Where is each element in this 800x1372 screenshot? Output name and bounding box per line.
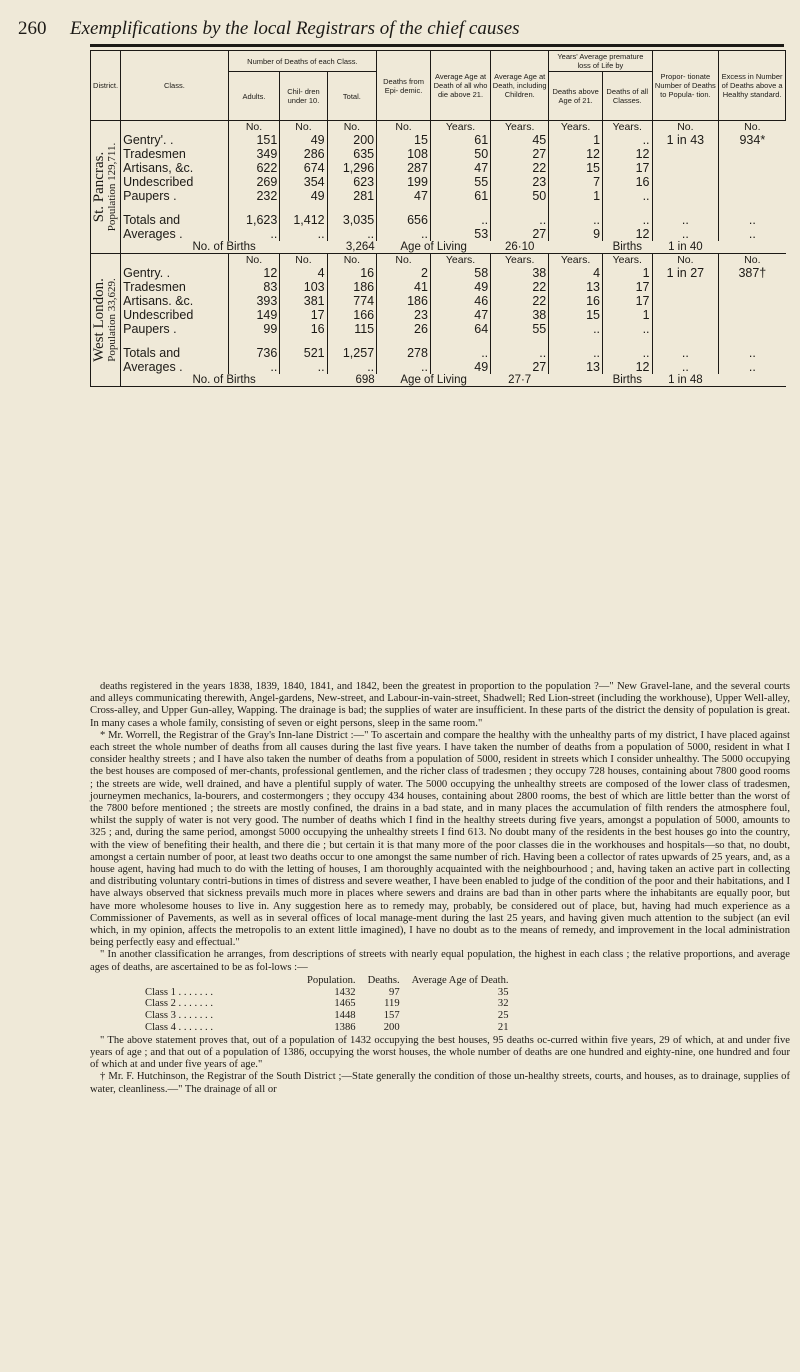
total-excess: .. (719, 346, 786, 360)
average-loss21: 9 (549, 227, 603, 241)
cell-epidemic: 108 (377, 147, 431, 161)
th-children: Chil- dren under 10. (280, 72, 327, 121)
spacer-cell (280, 336, 327, 346)
spacer-cell (491, 203, 549, 213)
header-rule (90, 44, 784, 47)
class-name: Paupers . (123, 189, 177, 203)
page-number: 260 (18, 18, 47, 39)
district-label-cell (91, 121, 121, 254)
unit-label: Years. (430, 121, 490, 134)
age-of-living-label: Age of Living (377, 374, 491, 387)
average-lossall: 12 (603, 360, 653, 374)
cell-epidemic: 41 (377, 280, 431, 294)
cell-loss21: .. (549, 322, 603, 336)
total-lossall: .. (603, 213, 653, 227)
spacer-cell (652, 336, 719, 346)
cell-total: 635 (327, 147, 377, 161)
footnote-worrell: * Mr. Worrell, the Registrar of the Gray's Inn-lane District :—" To ascertain and compare the healthy with the unhealthy parts of my district, I have placed against each street the whole number of deaths from all causes during the last five years. I have taken the number of deaths from a population of 5000, resident in what I consider healthy streets ; and I have also taken the number of deaths from a population of 5000, resident in streets which I consider unhealthy. The 5000 occupying the best houses are composed of mer-chants, professional gentlemen, and the richer class of tradesmen ; they occupy 728 houses, containing about 7800 good rooms ; the streets are wide, well drained, and have a plentiful supply of water. The 5000 occupying the unhealthy streets are composed of the lower class of tradesmen, journeymen mechanics, la-bourers, and costermongers ; they occupy 434 houses, containing about 2800 rooms, the best of which are little better than the worst of the 7800 before mentioned ; the streets are mostly confined, the drains in a bad state, and in many places the accumulation of filth renders the atmosphere foul, whilst the supply of water is not very good. The number of deaths which I find in the healthy streets during five years, amongst a population of 5000, amounts to 325 ; and, during the same period, amongst 5000 occupying the unhealthy streets I find 613. No doubt many of the residents in the best houses go into the country, with the view of benefiting their health, and there die ; but certain it is that many more of the poor classes die in the workhouses and hospitals—so that, no doubt, amongst a certain number of poor, at least two deaths occur to one amongst the same number of rich. Having been a collector of rates upwards of 25 years, and, as a house agent, having had much to do with the letting of houses, I am thoroughly acquainted with the neighbourhood ; and, having taken an active part in collecting and distributing voluntary contri-butions in times of distress and severe weather, I have been enabled to judge of the condition of the poor and their habitations, and I have always observed that sickness prevails much more in places where sewers and drains are bad than in other parts where the inhabitants are equally poor, but have more wholesome houses to live in. Any suggestion here as to remedy may, probably, be considered out of place, but, having had much experience as a Commissioner of Pavements, as well as in several offices of local manage-ment during the last 25 years, and having given much attention to the subject (an evil which, in my opinion, affects the metropolis to an extent little imagined), I have no doubt as to the means of remedy, and improvement in the local administration being perfectly easy and effectual." (90, 729, 790, 949)
cell-total: 774 (327, 294, 377, 308)
cell-epidemic: 287 (377, 161, 431, 175)
cell-age21: 61 (430, 189, 490, 203)
class-table-header-deaths: Deaths. (367, 974, 400, 986)
note-blank (719, 241, 786, 254)
cell-adults: 622 (228, 161, 280, 175)
units-row (91, 121, 786, 134)
cell-loss21: 1 (549, 133, 603, 147)
totals-label: Totals and (123, 346, 181, 360)
cell-total: 1,296 (327, 161, 377, 175)
cell-agech: 22 (491, 161, 549, 175)
district-label (90, 278, 119, 362)
cell-children: 103 (280, 280, 327, 294)
births-note-label: No. of Births (121, 241, 328, 254)
cell-epidemic: 26 (377, 322, 431, 336)
cell-lossall: .. (603, 133, 653, 147)
average-loss21: 13 (549, 360, 603, 374)
average-lossall: 12 (603, 227, 653, 241)
th-premature-group: Years' Average premature loss of Life by (549, 51, 652, 72)
class-table-row: Class 4 . . . . . . . 1386 200 21 (145, 1022, 509, 1034)
class-name: Gentry. . (123, 266, 171, 280)
spacer-cell (430, 203, 490, 213)
average-children: .. (280, 227, 327, 241)
cell-children: 49 (280, 133, 327, 147)
spacer-row (91, 203, 786, 213)
total-total: 1,257 (327, 346, 377, 360)
unit-label: Years. (430, 254, 490, 267)
district-label (90, 142, 119, 232)
cell-children: 4 (280, 266, 327, 280)
cell-loss21: 16 (549, 294, 603, 308)
cell-agech: 23 (491, 175, 549, 189)
th-adults: Adults. (228, 72, 280, 121)
spacer-cell (121, 203, 229, 213)
th-class: Class. (121, 51, 229, 121)
cell-children: 674 (280, 161, 327, 175)
class-name: Paupers . (123, 322, 177, 336)
average-excess: .. (719, 227, 786, 241)
th-proportionate: Propor- tionate Number of Deaths to Popula- tion. (652, 51, 719, 121)
total-lossall: .. (603, 346, 653, 360)
cell-total: 16 (327, 266, 377, 280)
cell-lossall: 17 (603, 280, 653, 294)
cell-loss21: 12 (549, 147, 603, 161)
unit-label: No. (719, 121, 786, 134)
births-proportion: 1 in 40 (652, 241, 719, 254)
cell-agech: 27 (491, 147, 549, 161)
cell-loss21: 13 (549, 280, 603, 294)
cell-epidemic: 23 (377, 308, 431, 322)
cell-adults: 12 (228, 266, 280, 280)
spacer-cell (377, 203, 431, 213)
class-table-row: Class 1 . . . . . . . 1432 97 35 (145, 986, 509, 998)
spacer-cell (549, 203, 603, 213)
cell-age21: 47 (430, 308, 490, 322)
class-name: Undescribed (123, 175, 194, 189)
unit-label: Years. (603, 254, 653, 267)
cell-agech: 38 (491, 308, 549, 322)
proportion-value: 1 in 27 (652, 266, 719, 336)
average-prop: .. (652, 227, 719, 241)
totals-row (91, 346, 786, 360)
cell-lossall: 16 (603, 175, 653, 189)
unit-label: Years. (603, 121, 653, 134)
cell-age21: 64 (430, 322, 490, 336)
totals-row (91, 213, 786, 227)
cell-loss21: 4 (549, 266, 603, 280)
unit-label: No. (719, 254, 786, 267)
births-note-row (91, 241, 786, 254)
unit-label: No. (377, 121, 431, 134)
averages-row (91, 227, 786, 241)
total-age21: .. (430, 346, 490, 360)
total-prop: .. (652, 213, 719, 227)
cell-adults: 151 (228, 133, 280, 147)
cell-adults: 99 (228, 322, 280, 336)
th-district: District. (91, 51, 121, 121)
paragraph: " In another classification he arranges, from descriptions of streets with nearly equal population, the highest in each class ; the relative proportions, and average ages of deaths, are ascertained to be as fol-lows :— (90, 949, 790, 973)
cell-epidemic: 47 (377, 189, 431, 203)
average-age21: 53 (430, 227, 490, 241)
births-note-label: No. of Births (121, 374, 328, 387)
cell-adults: 349 (228, 147, 280, 161)
cell-children: 17 (280, 308, 327, 322)
total-adults: 736 (228, 346, 280, 360)
th-above21: Deaths above Age of 21. (549, 72, 603, 121)
proportion-value: 1 in 43 (652, 133, 719, 203)
cell-loss21: 1 (549, 189, 603, 203)
class-table-header-population: Population. (307, 974, 356, 986)
mortality-table (90, 50, 786, 387)
district-population: Population 129,711. (105, 142, 118, 232)
cell-children: 16 (280, 322, 327, 336)
spacer-cell (719, 336, 786, 346)
total-agech: .. (491, 346, 549, 360)
average-children: .. (280, 360, 327, 374)
class-table-row: Class 3 . . . . . . . 1448 157 25 (145, 1010, 509, 1022)
cell-epidemic: 15 (377, 133, 431, 147)
th-excess: Excess in Number of Deaths above a Healthy standard. (719, 51, 786, 121)
units-spacer (121, 121, 229, 134)
unit-label: Years. (491, 254, 549, 267)
total-loss21: .. (549, 213, 603, 227)
th-all-classes: Deaths of all Classes. (603, 72, 653, 121)
spacer-cell (327, 336, 377, 346)
spacer-cell (603, 203, 653, 213)
unit-label: Years. (491, 121, 549, 134)
cell-age21: 55 (430, 175, 490, 189)
class-table-header-age: Average Age of Death. (411, 974, 509, 986)
cell-total: 200 (327, 133, 377, 147)
class-name: Undescribed (123, 308, 194, 322)
spacer-cell (719, 203, 786, 213)
class-name: Tradesmen (123, 280, 186, 294)
cell-lossall: 12 (603, 147, 653, 161)
th-deaths-group: Number of Deaths of each Class. (228, 51, 376, 72)
births-proportion: 1 in 48 (652, 374, 719, 387)
unit-label: No. (280, 121, 327, 134)
average-prop: .. (652, 360, 719, 374)
class-name: Gentry'. . (123, 133, 174, 147)
paragraph: deaths registered in the years 1838, 1839, 1840, 1841, and 1842, been the greatest in proportion to the population ?—" New Gravel-lane, and the several courts and alleys communicating therewith, Angel-gardens, New-street, and Labour-in-vain-street, Shadwell; Red Lion-street (including the workhouse), Upper Well-alley, Cross-alley, and Upper Gun-alley, Wapping. The drainage is bad; the supplies of water are insufficient. In these parts of the district the density of population is great. In many cases a whole family, consisting of seven or eight persons, sleep in the same room." (90, 681, 790, 729)
th-total: Total. (327, 72, 377, 121)
cell-loss21: 15 (549, 161, 603, 175)
table-row (91, 133, 786, 147)
cell-lossall: 1 (603, 266, 653, 280)
cell-epidemic: 199 (377, 175, 431, 189)
unit-label: Years. (549, 121, 603, 134)
unit-label: No. (327, 121, 377, 134)
spacer-cell (549, 336, 603, 346)
total-children: 1,412 (280, 213, 327, 227)
cell-age21: 61 (430, 133, 490, 147)
spacer-cell (327, 203, 377, 213)
cell-total: 166 (327, 308, 377, 322)
spacer-cell (228, 336, 280, 346)
spacer-cell (377, 336, 431, 346)
cell-age21: 58 (430, 266, 490, 280)
class-name: Tradesmen (123, 147, 186, 161)
total-loss21: .. (549, 346, 603, 360)
cell-agech: 55 (491, 322, 549, 336)
births-label: Births (603, 374, 653, 387)
spacer-cell (228, 203, 280, 213)
class-name: Artisans, &c. (123, 161, 194, 175)
unit-label: No. (228, 254, 280, 267)
cell-adults: 149 (228, 308, 280, 322)
units-row (91, 254, 786, 267)
average-agech: 27 (491, 360, 549, 374)
district-name: St. Pancras. (90, 151, 107, 223)
total-agech: .. (491, 213, 549, 227)
cell-adults: 269 (228, 175, 280, 189)
cell-total: 623 (327, 175, 377, 189)
unit-label: Years. (549, 254, 603, 267)
spacer-cell (603, 336, 653, 346)
total-children: 521 (280, 346, 327, 360)
average-adults: .. (228, 227, 280, 241)
table-row (91, 266, 786, 280)
district-name: West London. (90, 278, 107, 362)
cell-age21: 49 (430, 280, 490, 294)
cell-loss21: 15 (549, 308, 603, 322)
page-header (14, 14, 784, 40)
spacer-cell (652, 203, 719, 213)
unit-label: No. (652, 121, 719, 134)
excess-value: 387† (719, 266, 786, 336)
cell-agech: 38 (491, 266, 549, 280)
class-table-row: Class 2 . . . . . . . 1465 119 32 (145, 998, 509, 1010)
cell-adults: 83 (228, 280, 280, 294)
cell-children: 286 (280, 147, 327, 161)
total-total: 3,035 (327, 213, 377, 227)
footnote-hutchinson: † Mr. F. Hutchinson, the Registrar of the South District ;—State generally the condition of those un-healthy streets, courts, and houses, as to drainage, supplies of water, cleanliness.—" The drainage of all or (90, 1071, 790, 1095)
note-blank (549, 374, 603, 387)
cell-lossall: .. (603, 189, 653, 203)
cell-adults: 393 (228, 294, 280, 308)
spacer-cell (430, 336, 490, 346)
cell-epidemic: 2 (377, 266, 431, 280)
age-of-living-label: Age of Living (377, 241, 491, 254)
averages-row (91, 360, 786, 374)
unit-label: No. (280, 254, 327, 267)
totals-label: Totals and (123, 213, 181, 227)
spacer-cell (280, 203, 327, 213)
cell-age21: 50 (430, 147, 490, 161)
cell-epidemic: 186 (377, 294, 431, 308)
average-total: .. (327, 360, 377, 374)
spacer-cell (121, 336, 229, 346)
total-epidemic: 278 (377, 346, 431, 360)
total-epidemic: 656 (377, 213, 431, 227)
average-agech: 27 (491, 227, 549, 241)
cell-total: 115 (327, 322, 377, 336)
cell-adults: 232 (228, 189, 280, 203)
excess-value: 934* (719, 133, 786, 203)
total-adults: 1,623 (228, 213, 280, 227)
class-name: Artisans. &c. (123, 294, 194, 308)
th-epidemic: Deaths from Epi- demic. (377, 51, 431, 121)
district-label-cell (91, 254, 121, 387)
cell-age21: 46 (430, 294, 490, 308)
average-total: .. (327, 227, 377, 241)
average-adults: .. (228, 360, 280, 374)
average-age21: 49 (430, 360, 490, 374)
cell-children: 381 (280, 294, 327, 308)
cell-agech: 45 (491, 133, 549, 147)
total-excess: .. (719, 213, 786, 227)
unit-label: No. (228, 121, 280, 134)
cell-children: 354 (280, 175, 327, 189)
births-count: 3,264 (327, 241, 377, 254)
averages-label: Averages . (123, 360, 183, 374)
cell-children: 49 (280, 189, 327, 203)
average-epidemic: .. (377, 227, 431, 241)
note-blank (719, 374, 786, 387)
th-avg-age-adults: Average Age at Death of all who die above 21. (430, 51, 490, 121)
running-title: Exemplifications by the local Registrars of the chief causes (70, 18, 520, 39)
cell-age21: 47 (430, 161, 490, 175)
units-spacer (121, 254, 229, 267)
unit-label: No. (377, 254, 431, 267)
spacer-row (91, 336, 786, 346)
cell-lossall: 17 (603, 161, 653, 175)
cell-loss21: 7 (549, 175, 603, 189)
cell-total: 186 (327, 280, 377, 294)
total-age21: .. (430, 213, 490, 227)
age-of-living-value: 26·10 (491, 241, 549, 254)
th-avg-age-children: Average Age at Death, including Children. (491, 51, 549, 121)
births-note-row (91, 374, 786, 387)
age-of-living-value: 27·7 (491, 374, 549, 387)
cell-agech: 22 (491, 280, 549, 294)
cell-lossall: 1 (603, 308, 653, 322)
paragraph: " The above statement proves that, out of a population of 1432 occupying the best houses, 95 deaths oc-curred within five years, 29 of which, at and under five years of age ; and that out of a population of 1386, occupying the worst houses, the whole number of deaths are one hundred and eighty-nine, one hundred and four of which at and under five years of age." (90, 1034, 790, 1071)
averages-label: Averages . (123, 227, 183, 241)
unit-label: No. (327, 254, 377, 267)
body-text (90, 681, 790, 1096)
total-prop: .. (652, 346, 719, 360)
cell-lossall: 17 (603, 294, 653, 308)
cell-total: 281 (327, 189, 377, 203)
unit-label: No. (652, 254, 719, 267)
district-population: Population 33,629. (105, 278, 118, 362)
births-label: Births (603, 241, 653, 254)
cell-agech: 22 (491, 294, 549, 308)
average-excess: .. (719, 360, 786, 374)
cell-lossall: .. (603, 322, 653, 336)
spacer-cell (491, 336, 549, 346)
average-epidemic: .. (377, 360, 431, 374)
note-blank (549, 241, 603, 254)
class-table (145, 975, 521, 1034)
births-count: 698 (327, 374, 377, 387)
cell-agech: 50 (491, 189, 549, 203)
